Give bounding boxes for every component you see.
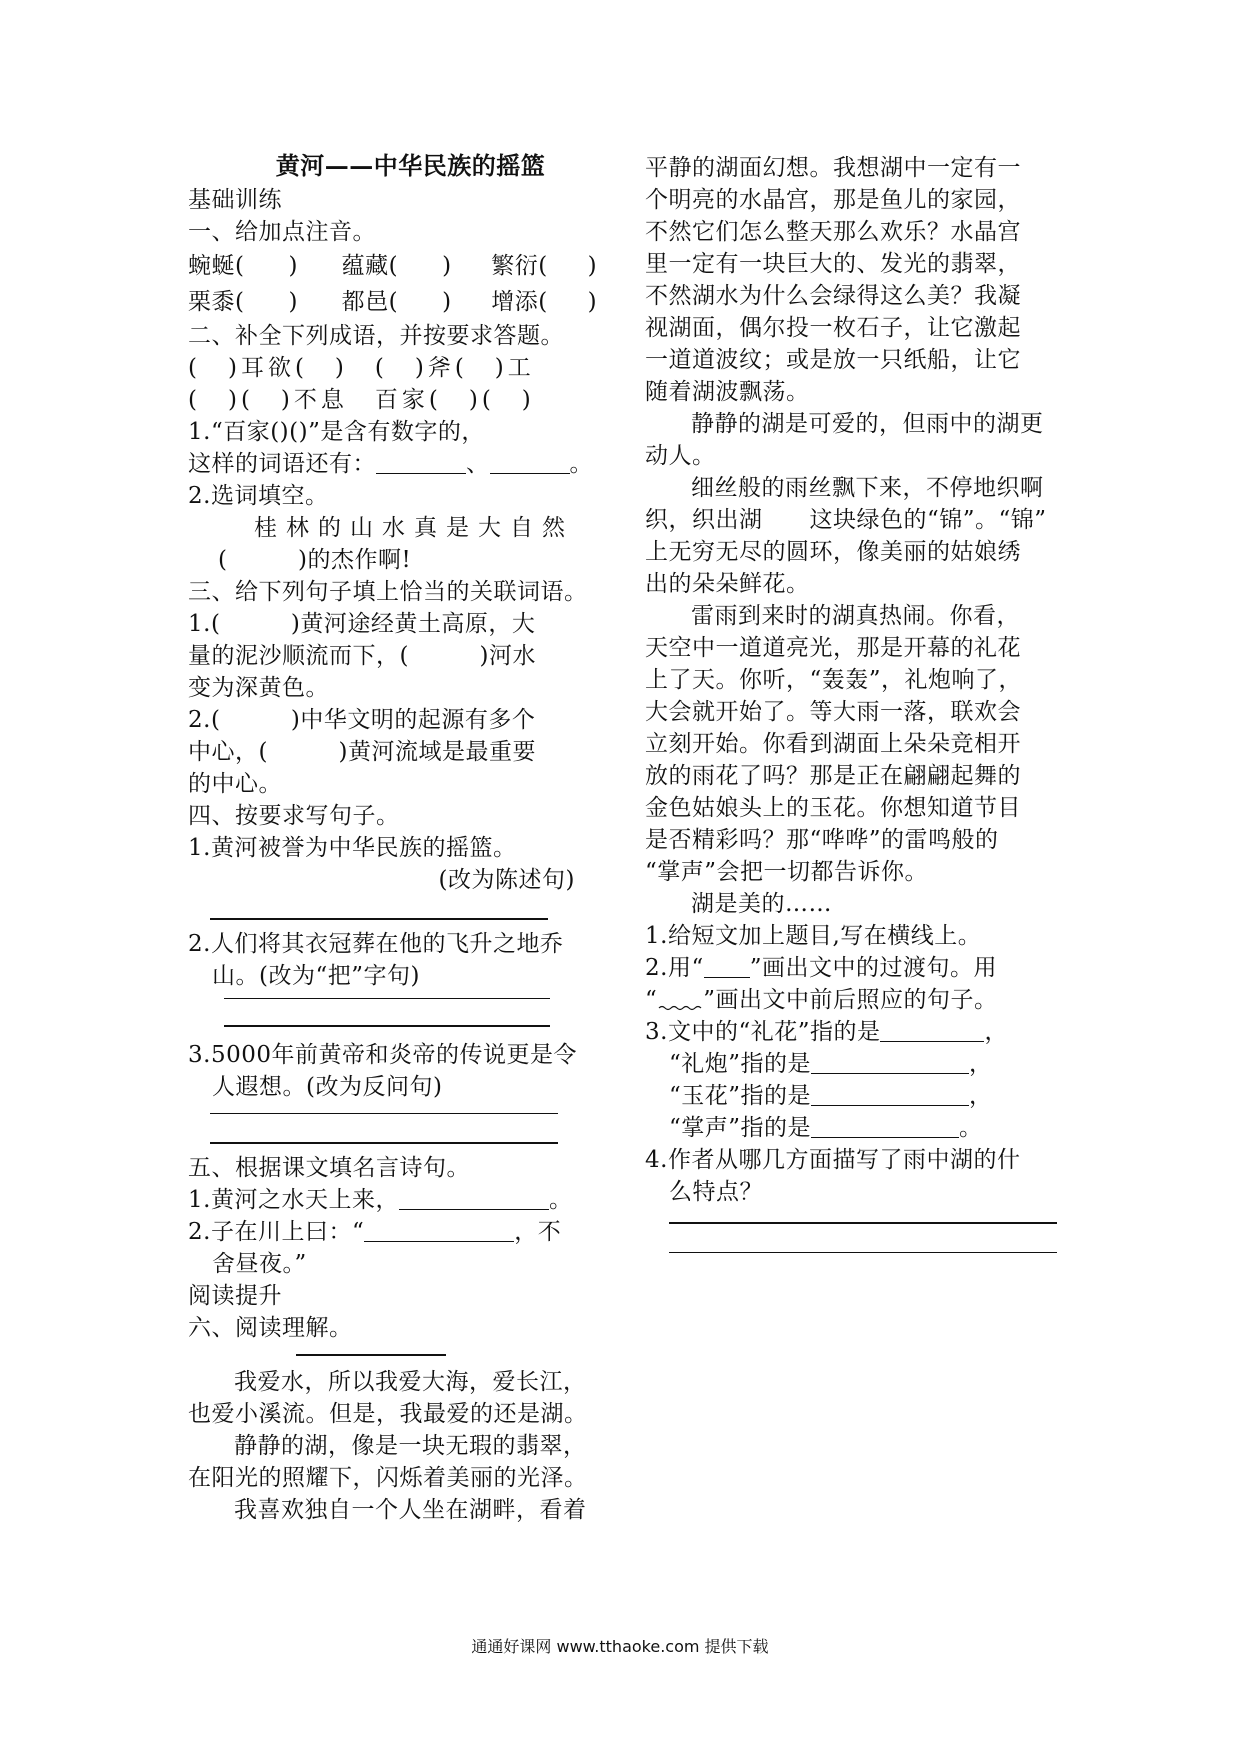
q4-s1-requirement: (改为陈述句) xyxy=(438,867,575,893)
q2-sub2-b: 桂林的山水真是大自然 xyxy=(254,515,574,541)
q5-p1 xyxy=(188,1184,603,1216)
q1-item-duyi: 都邑( xyxy=(341,289,399,315)
q5-p2-c: 舍昼夜。” xyxy=(212,1250,307,1277)
passage-line: 天空中一道道亮光，那是开幕的礼花 xyxy=(645,635,1021,661)
q2-sub2-a: 2.选词填空。 xyxy=(188,483,329,509)
passage-line: 不然它们怎么整天那么欢乐？水晶宫 xyxy=(645,219,1021,245)
qa2-b-prefix: “ xyxy=(645,987,658,1013)
q3-line6: 的中心。 xyxy=(188,771,282,797)
q2-sub1-b xyxy=(188,448,603,480)
qa3-c-text: “玉花”指的是 xyxy=(669,1083,812,1109)
wavy-underline-sample xyxy=(657,990,703,1010)
q6-heading: 六、阅读理解。 xyxy=(188,1314,353,1341)
q2-idiom-line2: ( )( )不息 百家( )( ) xyxy=(188,387,535,413)
passage-line: 里一定有一块巨大的、发光的翡翠， xyxy=(645,251,1021,277)
q5-heading: 五、根据课文填名言诗句。 xyxy=(188,1154,470,1181)
answer-blank[interactable] xyxy=(376,453,466,474)
qa3-c xyxy=(645,1080,1060,1112)
qa3-a-text: 3.文中的“礼花”指的是 xyxy=(645,1019,881,1045)
q1-item-zengtian: 增添( xyxy=(491,289,548,315)
period: 。 xyxy=(959,1115,983,1141)
answer-line[interactable] xyxy=(669,1252,1057,1254)
qa3-d xyxy=(645,1112,1060,1144)
passage-line: 平静的湖面幻想。我想湖中一定有一 xyxy=(645,155,1021,181)
qa3-d-text: “掌声”指的是 xyxy=(669,1115,812,1141)
qa3-a xyxy=(645,1016,1060,1048)
q4-s1: 1.黄河被誉为中华民族的摇篮。 xyxy=(188,835,517,861)
q1-item-yuncang: 蕴藏( xyxy=(341,253,399,279)
q4-s2-b: 山。(改为“把”字句) xyxy=(212,962,420,989)
answer-blank[interactable] xyxy=(811,1117,959,1138)
q3-heading: 三、给下列句子填上恰当的关联词语。 xyxy=(188,579,588,605)
qa3-b-text: “礼炮”指的是 xyxy=(669,1051,812,1077)
q3-line3: 变为深黄色。 xyxy=(188,675,329,701)
q5-p1-text: 1.黄河之水天上来， xyxy=(188,1186,399,1213)
section-read-heading: 阅读提升 xyxy=(188,1282,282,1309)
section-basic-heading: 基础训练 xyxy=(188,187,282,213)
q3-line5: 中心，( )黄河流域是最重要 xyxy=(188,739,536,765)
passage-line: 金色姑娘头上的玉花。你想知道节目 xyxy=(645,795,1021,821)
q1-item-lishu: 栗黍( xyxy=(188,289,245,315)
q2-sub2-c: ( )的杰作啊! xyxy=(218,547,412,573)
answer-blank[interactable] xyxy=(811,1053,969,1074)
separator: 、 xyxy=(466,451,490,477)
q3-line2: 量的泥沙顺流而下，( )河水 xyxy=(188,643,536,669)
paren-close: ) xyxy=(587,253,598,279)
q4-s2-a: 2.人们将其衣冠葬在他的飞升之地乔 xyxy=(188,930,564,957)
period: 。 xyxy=(548,1186,573,1213)
q2-sub1-prompt: 这样的词语还有： xyxy=(188,451,376,477)
passage-line: 是否精彩吗？那“哗哗”的雷鸣般的 xyxy=(645,827,999,853)
passage-line: 立刻开始。你看到湖面上朵朵竞相开 xyxy=(645,731,1021,757)
passage-line: 我喜欢独自一个人坐在湖畔，看着 xyxy=(234,1496,587,1523)
passage-line: 随着湖波飘荡。 xyxy=(645,379,810,405)
paren-close: ) xyxy=(288,289,298,315)
q1-item-wanyan: 蜿蜒( xyxy=(188,253,245,279)
paren-close: ) xyxy=(587,289,598,315)
qa2-b-suffix: ”画出文中前后照应的句子。 xyxy=(703,987,998,1013)
passage-line: 视湖面，偶尔投一枚石子，让它激起 xyxy=(645,315,1021,341)
footer-watermark: 通通好课网 www.tthaoke.com 提供下载 xyxy=(471,1637,769,1656)
answer-blank[interactable] xyxy=(811,1085,969,1106)
qa4-b: 么特点？ xyxy=(669,1179,763,1205)
paren-close: ) xyxy=(288,253,298,279)
passage-line: 大会就开始了。等大雨一落，联欢会 xyxy=(645,699,1021,725)
q4-s3-b: 人遐想。(改为反问句) xyxy=(212,1073,443,1100)
right-column xyxy=(645,152,1060,1253)
passage-line: 出的朵朵鲜花。 xyxy=(645,571,810,597)
qa3-b xyxy=(645,1048,1060,1080)
qa1: 1.给短文加上题目,写在横线上。 xyxy=(645,923,982,949)
passage-line: 静静的湖，像是一块无瑕的翡翠， xyxy=(234,1432,587,1459)
q1-heading: 一、给加点注音。 xyxy=(188,219,376,245)
comma: ， xyxy=(969,1051,993,1077)
page-title: 黄河——中华民族的摇篮 xyxy=(275,151,546,180)
passage-line: 雷雨到来时的湖真热闹。你看， xyxy=(691,603,1020,629)
passage-line: 静静的湖是可爱的，但雨中的湖更 xyxy=(691,411,1044,437)
q4-s3-a: 3.5000年前黄帝和炎帝的传说更是令 xyxy=(188,1041,577,1068)
passage-line: 上无穷无尽的圆环，像美丽的姑娘绣 xyxy=(645,539,1021,565)
q2-heading: 二、补全下列成语，并按要求答题。 xyxy=(188,323,564,349)
passage-line: 个明亮的水晶宫，那是鱼儿的家园， xyxy=(645,187,1021,213)
q5-p2-text: 2.子在川上曰：“ xyxy=(188,1218,365,1245)
q3-line4: 2.( )中华文明的起源有多个 xyxy=(188,707,536,733)
paren-close: ) xyxy=(442,253,452,279)
qa2-a xyxy=(645,952,1060,984)
answer-blank[interactable] xyxy=(880,1021,984,1042)
q4-heading: 四、按要求写句子。 xyxy=(188,803,400,829)
passage-line: 湖是美的…… xyxy=(691,891,832,917)
q1-row1 xyxy=(188,248,603,284)
q1-row2 xyxy=(188,284,603,320)
passage-line: 一道道波纹；或是放一只纸船，让它 xyxy=(645,347,1021,373)
paren-close: ) xyxy=(442,289,452,315)
qa2-b xyxy=(645,984,1060,1016)
answer-blank[interactable] xyxy=(364,1221,514,1242)
passage-line: “掌声”会把一切都告诉你。 xyxy=(645,859,929,885)
passage-line: 在阳光的照耀下，闪烁着美丽的光泽。 xyxy=(188,1464,588,1491)
answer-blank[interactable] xyxy=(399,1189,549,1210)
qa2-a-suffix: ”画出文中的过渡句。用 xyxy=(749,955,997,981)
q2-idiom-line1: ( )耳欲( ) ( )斧( )工 xyxy=(188,355,535,381)
answer-blank[interactable] xyxy=(490,453,570,474)
comma: ， xyxy=(984,1019,1008,1045)
qa2-a-prefix: 2.用“ xyxy=(645,955,704,981)
q5-p2 xyxy=(188,1216,603,1248)
q1-item-fanyan: 繁衍( xyxy=(491,253,548,279)
passage-line: 我爱水，所以我爱大海，爱长江， xyxy=(234,1368,587,1395)
q2-sub1-a: 1.“百家()()”是含有数字的， xyxy=(188,419,485,445)
passage-line: 织，织出湖 这块绿色的“锦”。“锦” xyxy=(645,507,1047,533)
straight-underline-sample xyxy=(704,957,750,978)
passage-line: 放的雨花了吗？那是正在翩翩起舞的 xyxy=(645,763,1021,789)
passage-line: 也爱小溪流。但是，我最爱的还是湖。 xyxy=(188,1400,588,1427)
left-column xyxy=(188,148,603,1526)
qa4-a: 4.作者从哪几方面描写了雨中湖的什 xyxy=(645,1147,1021,1173)
passage-line: 不然湖水为什么会绿得这么美？我凝 xyxy=(645,283,1021,309)
period: 。 xyxy=(569,451,593,477)
q5-p2-tail: ，不 xyxy=(514,1218,562,1245)
passage-line: 细丝般的雨丝飘下来，不停地织啊 xyxy=(691,475,1044,501)
passage-line: 动人。 xyxy=(645,443,716,469)
passage-line: 上了天。你听，“轰轰”，礼炮响了， xyxy=(645,667,1023,693)
q3-line1: 1.( )黄河途经黄土高原，大 xyxy=(188,611,536,637)
comma: ， xyxy=(969,1083,993,1109)
